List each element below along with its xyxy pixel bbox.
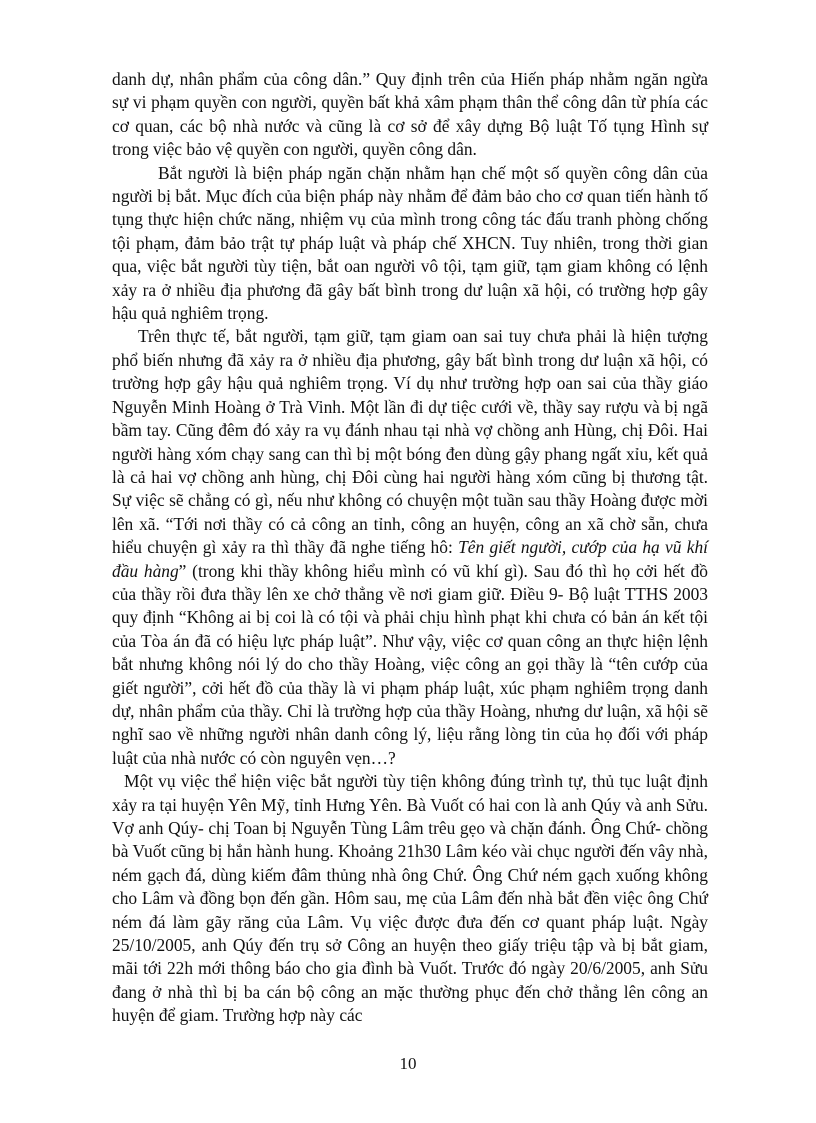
paragraph-3-text-b: ” (trong khi thầy không hiểu mình có vũ khí gì). Sau đó thì họ cởi hết đồ của thầy rồi đưa thầy lên xe chở thẳng về nơi giam giữ. Điều 9- Bộ luật TTHS 2003 quy định “Không ai bị coi là có tội và phải chịu hình phạt khi chưa có bản án kết tội của Tòa án đã có hiệu lực pháp luật”. Như vậy, việc cơ quan công an thực hiện lệnh bắt nhưng không nói lý do cho thầy Hoàng, việc công an gọi thầy là “tên cướp của giết người”, cởi hết đồ của thầy là vi phạm pháp luật, xúc phạm nghiêm trọng danh dự, nhân phẩm của thầy. Chỉ là trường hợp của thầy Hoàng, nhưng dư luận, xã hội sẽ nghĩ sao về những người nhân danh công lý, liệu rằng lòng tin của họ đối với pháp luật của nhà nước có còn nguyên vẹn…?	[112, 560, 709, 768]
paragraph-3	[112, 325, 708, 770]
document-body	[112, 68, 708, 1028]
paragraph-1: danh dự, nhân phẩm của công dân.” Quy định trên của Hiến pháp nhằm ngăn ngừa sự vi phạm quyền con người, quyền bất khả xâm phạm thân thể công dân từ phía các cơ quan, các bộ nhà nước và cũng là cơ sở để xây dựng Bộ luật Tố tụng Hình sự trong việc bảo vệ quyền con người, quyền công dân.	[112, 69, 708, 160]
paragraph-4: Một vụ việc thể hiện việc bắt người tùy tiện không đúng trình tự, thủ tục luật định xảy ra tại huyện Yên Mỹ, tỉnh Hưng Yên. Bà Vuốt có hai con là anh Qúy và anh Sửu. Vợ anh Qúy- chị Toan bị Nguyễn Tùng Lâm trêu gẹo và chặn đánh. Ông Chứ- chồng bà Vuốt cũng bị hắn hành hung. Khoảng 21h30 Lâm kéo vài chục người đến vây nhà, ném gạch đá, dùng kiếm đâm thủng nhà ông Chứ. Ông Chứ ném gạch xuống không cho Lâm và đồng bọn đến gần. Hôm sau, mẹ của Lâm đến nhà bắt đền việc ông Chứ ném đá làm gãy răng của Lâm. Vụ việc được đưa đến cơ quant pháp luật. Ngày 25/10/2005, anh Qúy đến trụ sở Công an huyện theo giấy triệu tập và bị bắt giam, mãi tới 22h mới thông báo cho gia đình bà Vuốt. Trước đó ngày 20/6/2005, anh Sửu đang ở nhà thì bị ba cán bộ công an mặc thường phục đến chở thẳng lên công an huyện để giam. Trường hợp này các	[112, 771, 708, 1026]
paragraph-2: Bắt người là biện pháp ngăn chặn nhằm hạn chế một số quyền công dân của người bị bắt. Mục đích của biện pháp này nhằm để đảm bảo cho cơ quan tiến hành tố tụng thực hiện chức năng, nhiệm vụ của mình trong công tác đấu tranh phòng chống tội phạm, đảm bảo trật tự pháp luật và pháp chế XHCN. Tuy nhiên, trong thời gian qua, việc bắt người tùy tiện, bắt oan người vô tội, tạm giữ, tạm giam không có lệnh xảy ra ở nhiều địa phương đã gây bất bình trong dư luận xã hội, có trường hợp gây hậu quả nghiêm trọng.	[112, 162, 708, 324]
page-number: 10	[399, 1054, 417, 1073]
paragraph-3-italic-quote: Tên giết người, cướp của hạ vũ khí đầu hàng	[112, 537, 708, 581]
paragraph-3-text-a: Trên thực tế, bắt người, tạm giữ, tạm giam oan sai tuy chưa phải là hiện tượng phổ biến nhưng đã xảy ra ở nhiều địa phương, gây bất bình trong dư luận xã hội, có trường hợp gây hậu quả nghiêm trọng. Ví dụ như trường hợp oan sai của thầy giáo Nguyễn Minh Hoàng ở Trà Vinh. Một lần đi dự tiệc cưới về, thầy say rượu và bị ngã bầm tay. Cũng đêm đó xảy ra vụ đánh nhau tại nhà vợ chồng anh Hùng, chị Đôi. Hai người hàng xóm chạy sang can thì bị một bóng đen dùng gậy phang ngất xỉu, kết quả là cả hai vợ chồng anh hùng, chị Đôi cùng hai người hàng xóm cũng bị thương tật. Sự việc sẽ chẳng có gì, nếu như không có chuyện một tuần sau thầy Hoàng được mời lên xã. “Tới nơi thầy có cả công an tỉnh, công an huyện, công an xã chờ sẵn, chưa hiểu chuyện gì xảy ra thì thầy đã nghe tiếng hô:	[112, 326, 708, 558]
